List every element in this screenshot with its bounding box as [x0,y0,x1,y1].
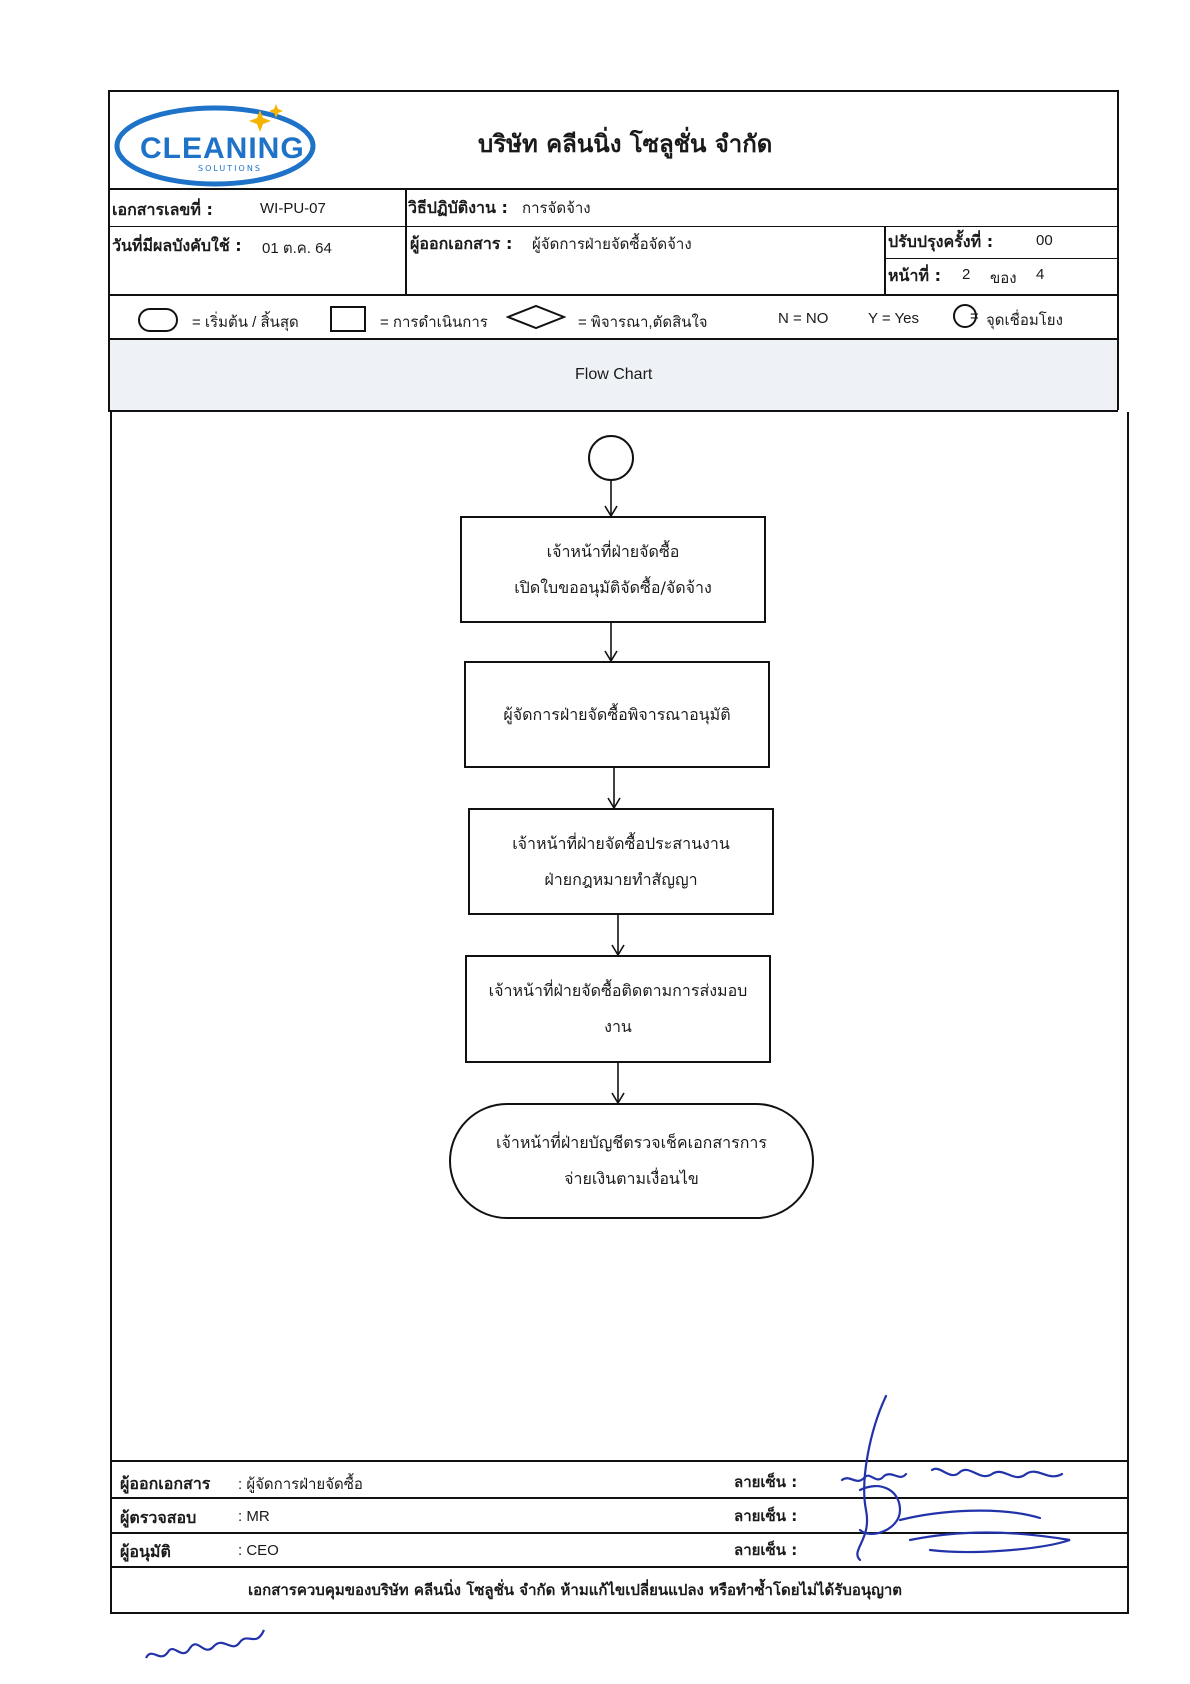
issuer-value: ผู้จัดการฝ่ายจัดซื้อจัดจ้าง [532,236,692,253]
step4-line1: เจ้าหน้าที่ฝ่ายจัดซื้อติดตามการส่งมอบ [488,981,748,1000]
flow-step-open-request [460,516,766,623]
legend-no: N = NO [778,310,829,327]
initials-text [150,1630,153,1631]
legend-process: = การดำเนินการ [380,314,488,331]
signoff-approver: : CEO [238,1542,279,1559]
revision-value: 00 [1036,232,1053,249]
flow-step-coordinate-legal [468,808,774,915]
end-line1: เจ้าหน้าที่ฝ่ายบัญชีตรวจเช็คเอกสารการ [496,1133,767,1152]
effective-date-label: วันที่มีผลบังคับใช้ : [112,236,242,255]
legend-connector-equals: = [970,308,979,325]
page-of-label: ของ [990,270,1017,287]
procedure-label: วิธีปฏิบัติงาน : [408,198,508,217]
page-label: หน้าที่ : [888,266,941,285]
signoff-reviewer: : MR [238,1508,270,1525]
signature-label-issuer: ลายเซ็น : [734,1473,798,1491]
signature-text [842,1468,852,1469]
step1-line1: เจ้าหน้าที่ฝ่ายจัดซื้อ [546,541,680,561]
signoff-approver-label: ผู้อนุมัติ [120,1542,171,1561]
doc-number: WI-PU-07 [260,200,326,217]
signature-label-reviewer: ลายเซ็น : [734,1507,798,1525]
signoff-issuer: : ผู้จัดการฝ่ายจัดซื้อ [238,1476,363,1493]
issuer-label: ผู้ออกเอกสาร : [410,234,513,253]
handwritten-initials [140,1618,270,1678]
section-title: Flow Chart [575,366,653,383]
step3-line1: เจ้าหน้าที่ฝ่ายจัดซื้อประสานงาน [512,833,730,853]
signoff-reviewer-label: ผู้ตรวจสอบ [120,1508,197,1527]
page-total: 4 [1036,266,1045,283]
handwritten-signature [840,1390,1100,1570]
company-name: บริษัท คลีนนิ่ง โซลูชั่น จำกัด [478,129,773,158]
page-number: 2 [962,266,971,283]
revision-label: ปรับปรุงครั้งที่ : [888,232,994,251]
effective-date: 01 ต.ค. 64 [262,240,332,257]
control-notice: เอกสารควบคุมของบริษัท คลีนนิ่ง โซลูชั่น จำกัด ห้ามแก้ไขเปลี่ยนแปลง หรือทำซ้ำโดยไม่ได้รับอนุญาต [248,1581,903,1599]
step3-line2: ฝ่ายกฎหมายทำสัญญา [544,869,698,889]
flow-step-follow-delivery [465,955,771,1063]
legend-connector: จุดเชื่อมโยง [986,312,1063,329]
legend-yes: Y = Yes [868,310,920,327]
legend-decision: = พิจารณา,ตัดสินใจ [578,314,708,331]
signature-label-approver: ลายเซ็น : [734,1541,798,1559]
step4-line2: งาน [604,1017,632,1036]
end-line2: จ่ายเงินตามเงื่อนไข [564,1169,699,1188]
logo-subtext: SOLUTIONS [198,164,262,173]
doc-number-label: เอกสารเลขที่ : [112,200,213,219]
procedure-value: การจัดจ้าง [522,200,591,217]
flow-step-manager-approval [464,661,770,768]
logo-text: CLEANING [140,132,305,165]
step2-text: ผู้จัดการฝ่ายจัดซื้อพิจารณาอนุมัติ [503,704,731,724]
legend-start-end: = เริ่มต้น / สิ้นสุด [192,314,299,331]
signoff-issuer-label: ผู้ออกเอกสาร [120,1474,211,1493]
flow-end-accounting-check [449,1103,814,1219]
step1-line2: เปิดใบขออนุมัติจัดซื้อ/จัดจ้าง [514,577,712,597]
